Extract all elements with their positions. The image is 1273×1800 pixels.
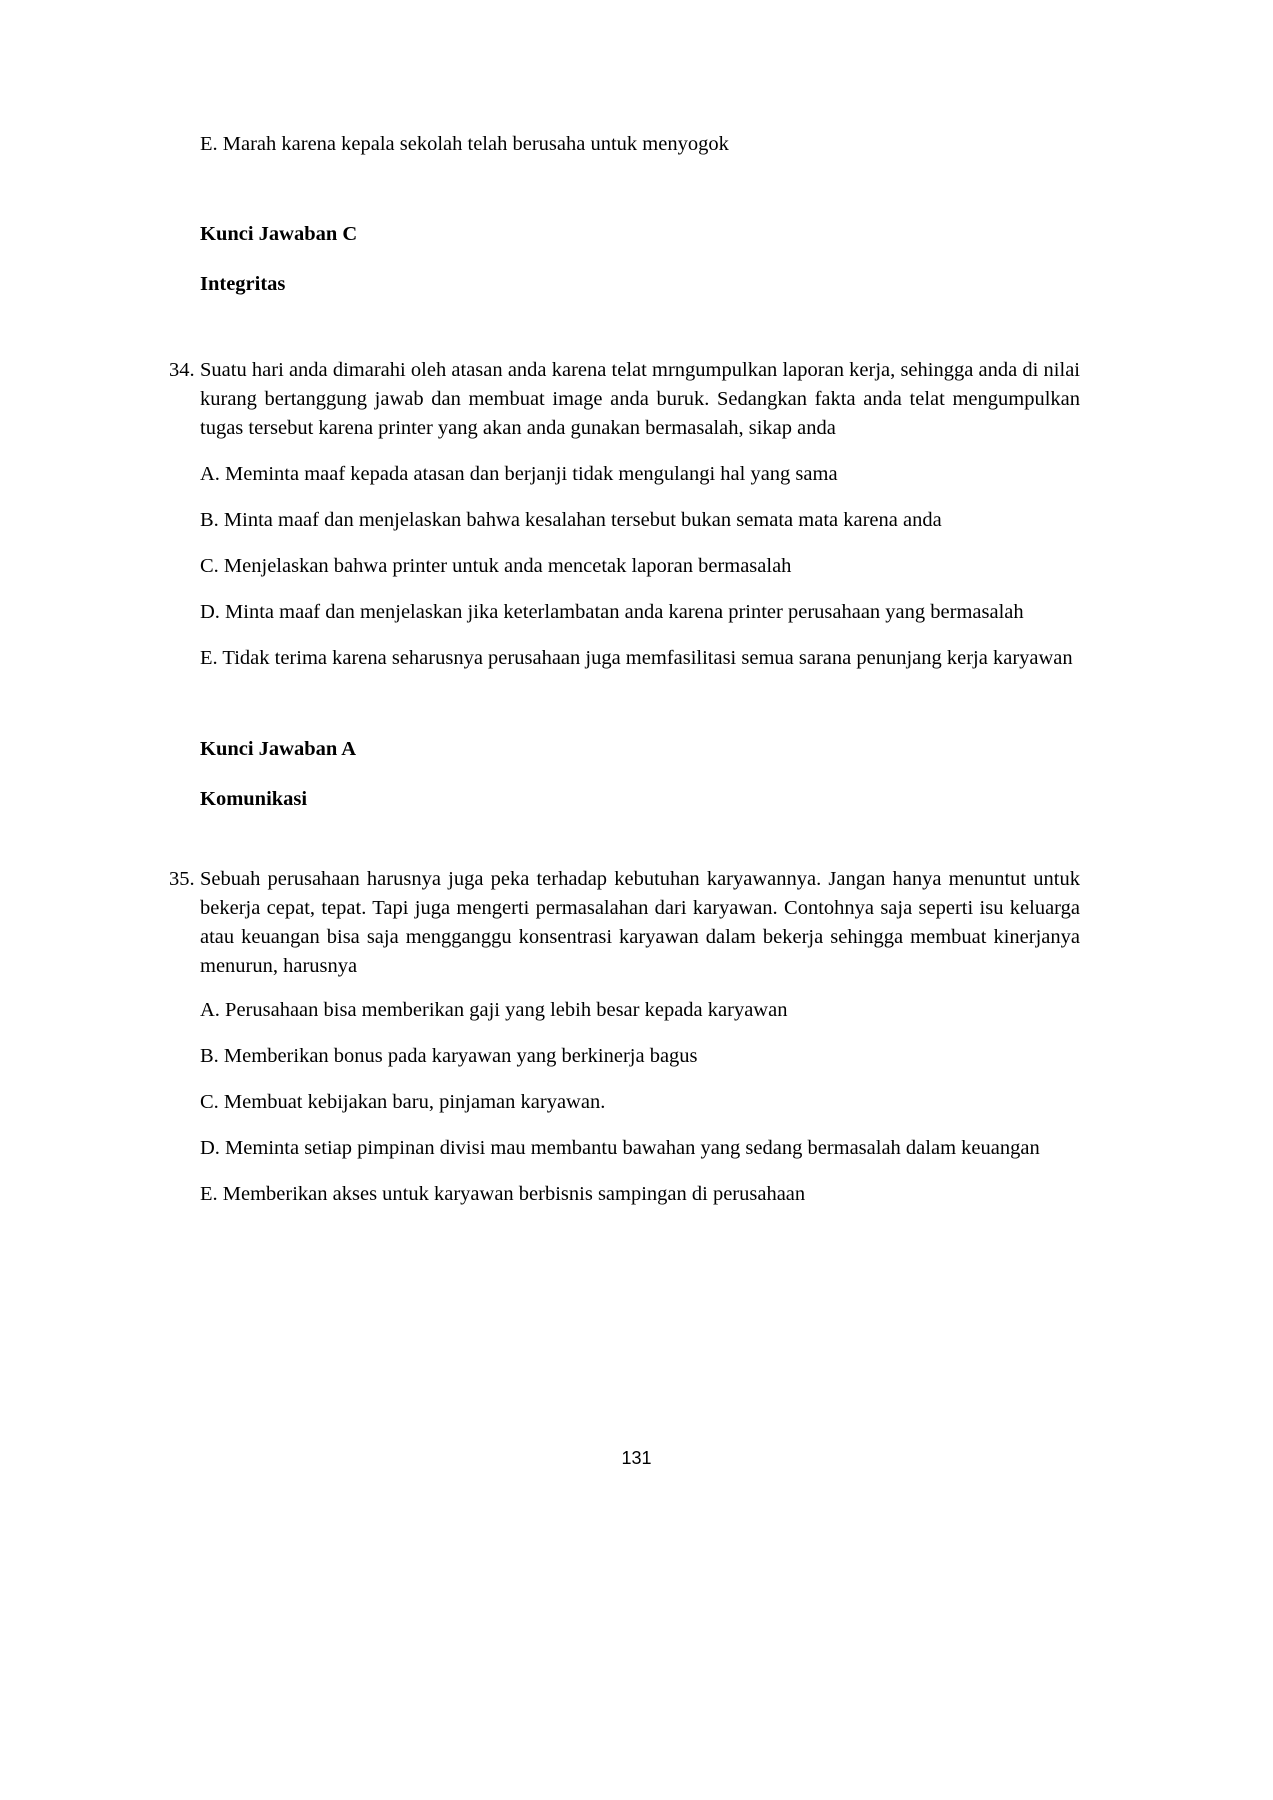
answer-option-d: D. Minta maaf dan menjelaskan jika keterlambatan anda karena printer perusahaan yang bermasalah <box>200 601 1024 623</box>
question-34 <box>169 356 1080 443</box>
answer-key-label-q33: Kunci Jawaban C <box>200 223 358 245</box>
question-number: 34. <box>169 359 195 381</box>
answer-option-b: B. Minta maaf dan menjelaskan bahwa kesalahan tersebut bukan semata mata karena anda <box>200 509 942 531</box>
question-body: Sebuah perusahaan harusnya juga peka terhadap kebutuhan karyawannya. Jangan hanya menuntut untuk bekerja cepat, tepat. Tapi juga mengerti permasalahan dari karyawan. Contohnya saja seperti isu keluarga atau keuangan bisa saja mengganggu konsentrasi karyawan dalam bekerja sehingga membuat kinerjanya menurun, harusnya <box>200 868 1080 977</box>
question-34-options <box>200 455 1080 677</box>
answer-option-c: C. Menjelaskan bahwa printer untuk anda mencetak laporan bermasalah <box>200 555 792 577</box>
answer-option-e: E. Tidak terima karena seharusnya perusahaan juga memfasilitasi semua sarana penunjang kerja karyawan <box>200 647 1073 669</box>
answer-option-a: A. Perusahaan bisa memberikan gaji yang lebih besar kepada karyawan <box>200 999 788 1021</box>
answer-option-d: D. Meminta setiap pimpinan divisi mau membantu bawahan yang sedang bermasalah dalam keuangan <box>200 1137 1040 1159</box>
question-35 <box>169 865 1080 981</box>
category-label-q34: Komunikasi <box>200 788 308 810</box>
carryover-option-e: E. Marah karena kepala sekolah telah berusaha untuk menyogok <box>200 133 729 155</box>
question-number: 35. <box>169 868 195 890</box>
answer-key-label-q34: Kunci Jawaban A <box>200 738 357 760</box>
page-number: 131 <box>621 1448 652 1468</box>
question-35-options <box>200 991 1080 1213</box>
answer-option-e: E. Memberikan akses untuk karyawan berbisnis sampingan di perusahaan <box>200 1183 806 1205</box>
answer-option-b: B. Memberikan bonus pada karyawan yang berkinerja bagus <box>200 1045 698 1067</box>
category-label-q33: Integritas <box>200 273 286 295</box>
answer-option-c: C. Membuat kebijakan baru, pinjaman karyawan. <box>200 1091 606 1113</box>
answer-option-a: A. Meminta maaf kepada atasan dan berjanji tidak mengulangi hal yang sama <box>200 463 838 485</box>
question-body: Suatu hari anda dimarahi oleh atasan anda karena telat mrngumpulkan laporan kerja, sehingga anda di nilai kurang bertanggung jawab dan membuat image anda buruk. Sedangkan fakta anda telat mengumpulkan tugas tersebut karena printer yang akan anda gunakan bermasalah, sikap anda <box>200 359 1080 439</box>
